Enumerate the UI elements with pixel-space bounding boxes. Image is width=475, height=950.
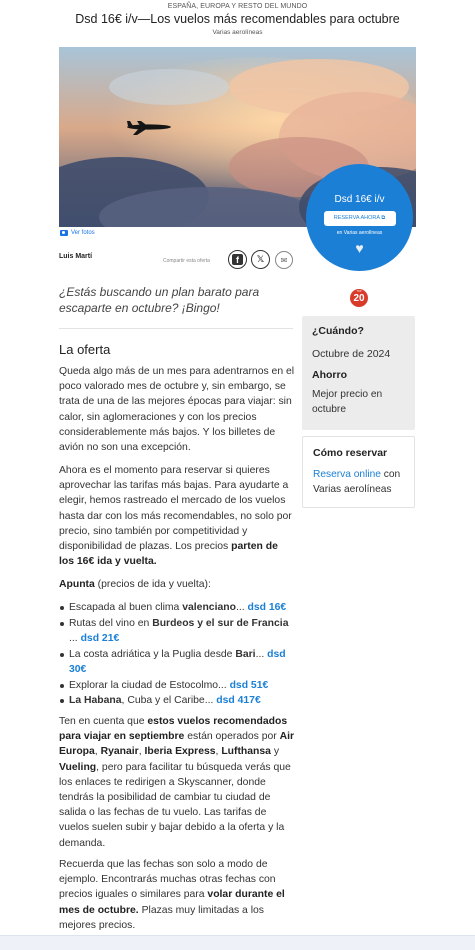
ver-fotos-label: Ver fotos — [71, 230, 95, 236]
divider — [59, 328, 293, 329]
deal-price: Dsd 16€ i/v — [334, 194, 385, 205]
page-title: Dsd 16€ i/v—Los vuelos más recomendables para octubre — [75, 12, 400, 26]
paragraph-prices: Ahora es el momento para reservar si quieres aprovechar las tarifas más bajas. Para ayudarte a elegir, hemos rastreado el mercado de los vuelos hasta dar con los más recomendables, no solo por precio, sino también por competitividad y disponibilidad de plazas. Los precios parten de los 16€ ida y vuelta. — [59, 465, 292, 568]
share-label: Compartir esta oferta — [163, 258, 210, 264]
destinations-list — [59, 600, 295, 709]
list-item[interactable]: Escapada al buen clima valenciano... dsd 16€ — [59, 600, 295, 615]
reserva-ahora-button[interactable]: RESERVA AHORA ⧉ — [324, 211, 396, 226]
badge-number: 20 — [353, 293, 365, 304]
x-icon: 𝕏 — [256, 254, 265, 264]
x-share-button[interactable] — [251, 250, 270, 269]
list-item[interactable]: La Habana, Cuba y el Caribe... dsd 417€ — [59, 693, 295, 708]
badge-top-label: TOP — [356, 290, 362, 293]
facebook-icon: f — [232, 254, 243, 265]
section-title: La oferta — [59, 342, 111, 357]
paragraph-airlines: Ten en cuenta que estos vuelos recomendados para viajar en septiembre están operados por Air Europa, Ryanair, Iberia Express, Lufthansa y Vueling, pero para facilitar tu búsqueda verás que los enlaces te redirigen a Skyscanner, donde tendrás la posibilidad de cambiar tu ciudad de salida o las fechas de tu vuelo. Las tarifas de vuelos suelen subir y bajar debido a la oferta y la demanda. — [59, 716, 295, 849]
paragraph-intro: Queda algo más de un mes para adentrarnos en el poco valorado mes de octubre y, sin embargo, se trata de una de las mejores épocas para viajar: sin calor, sin aglomeraciones y con los precios considerablemente más bajos. Y los billetes de avión no son una excepción. — [59, 366, 295, 454]
deal-provider: en Varias aerolíneas — [336, 230, 383, 236]
author-name[interactable]: Luis Martí — [59, 253, 93, 260]
deal-badge — [306, 164, 413, 271]
info-card-how — [302, 436, 415, 508]
saving-value: Mejor precio en octubre — [312, 389, 383, 415]
provider-subtitle: Varias aerolíneas — [212, 29, 263, 36]
mail-icon: ✉ — [280, 255, 288, 265]
facebook-share-button[interactable] — [228, 250, 247, 269]
saving-heading: Ahorro — [312, 369, 347, 381]
heart-icon[interactable]: ♥ — [355, 240, 364, 256]
list-item[interactable]: Explorar la ciudad de Estocolmo... dsd 51€ — [59, 678, 295, 693]
paragraph-apunta: Apunta (precios de ida y vuelta): — [59, 579, 211, 590]
how-text: Reserva online con Varias aerolíneas — [313, 469, 401, 495]
breadcrumb[interactable]: ESPAÑA, EUROPA Y RESTO DEL MUNDO — [167, 3, 308, 10]
info-card-when — [302, 316, 415, 430]
external-link-icon: ⧉ — [381, 215, 386, 221]
ver-fotos-link[interactable] — [60, 230, 95, 236]
top20-badge — [350, 289, 368, 307]
email-share-button[interactable] — [275, 251, 293, 269]
list-item[interactable]: La costa adriática y la Puglia desde Bari... dsd 30€ — [59, 647, 295, 677]
when-value: Octubre de 2024 — [312, 348, 391, 360]
lead-text: ¿Estás buscando un plan barato para escaparte en octubre? ¡Bingo! — [59, 285, 260, 315]
camera-icon — [60, 230, 68, 236]
reserva-online-link[interactable]: Reserva online — [313, 469, 381, 480]
how-heading: Cómo reservar — [313, 447, 388, 459]
paragraph-dates: Recuerda que las fechas son solo a modo de ejemplo. Encontrarás muchas otras fechas con precios iguales o similares para volar durante el mes de octubre. Plazas muy limitadas a los mejores precios. — [59, 859, 285, 931]
when-heading: ¿Cuándo? — [312, 325, 364, 337]
list-item[interactable]: Rutas del vino en Burdeos y el sur de Francia ... dsd 21€ — [59, 616, 295, 646]
bottom-bar — [0, 935, 475, 950]
